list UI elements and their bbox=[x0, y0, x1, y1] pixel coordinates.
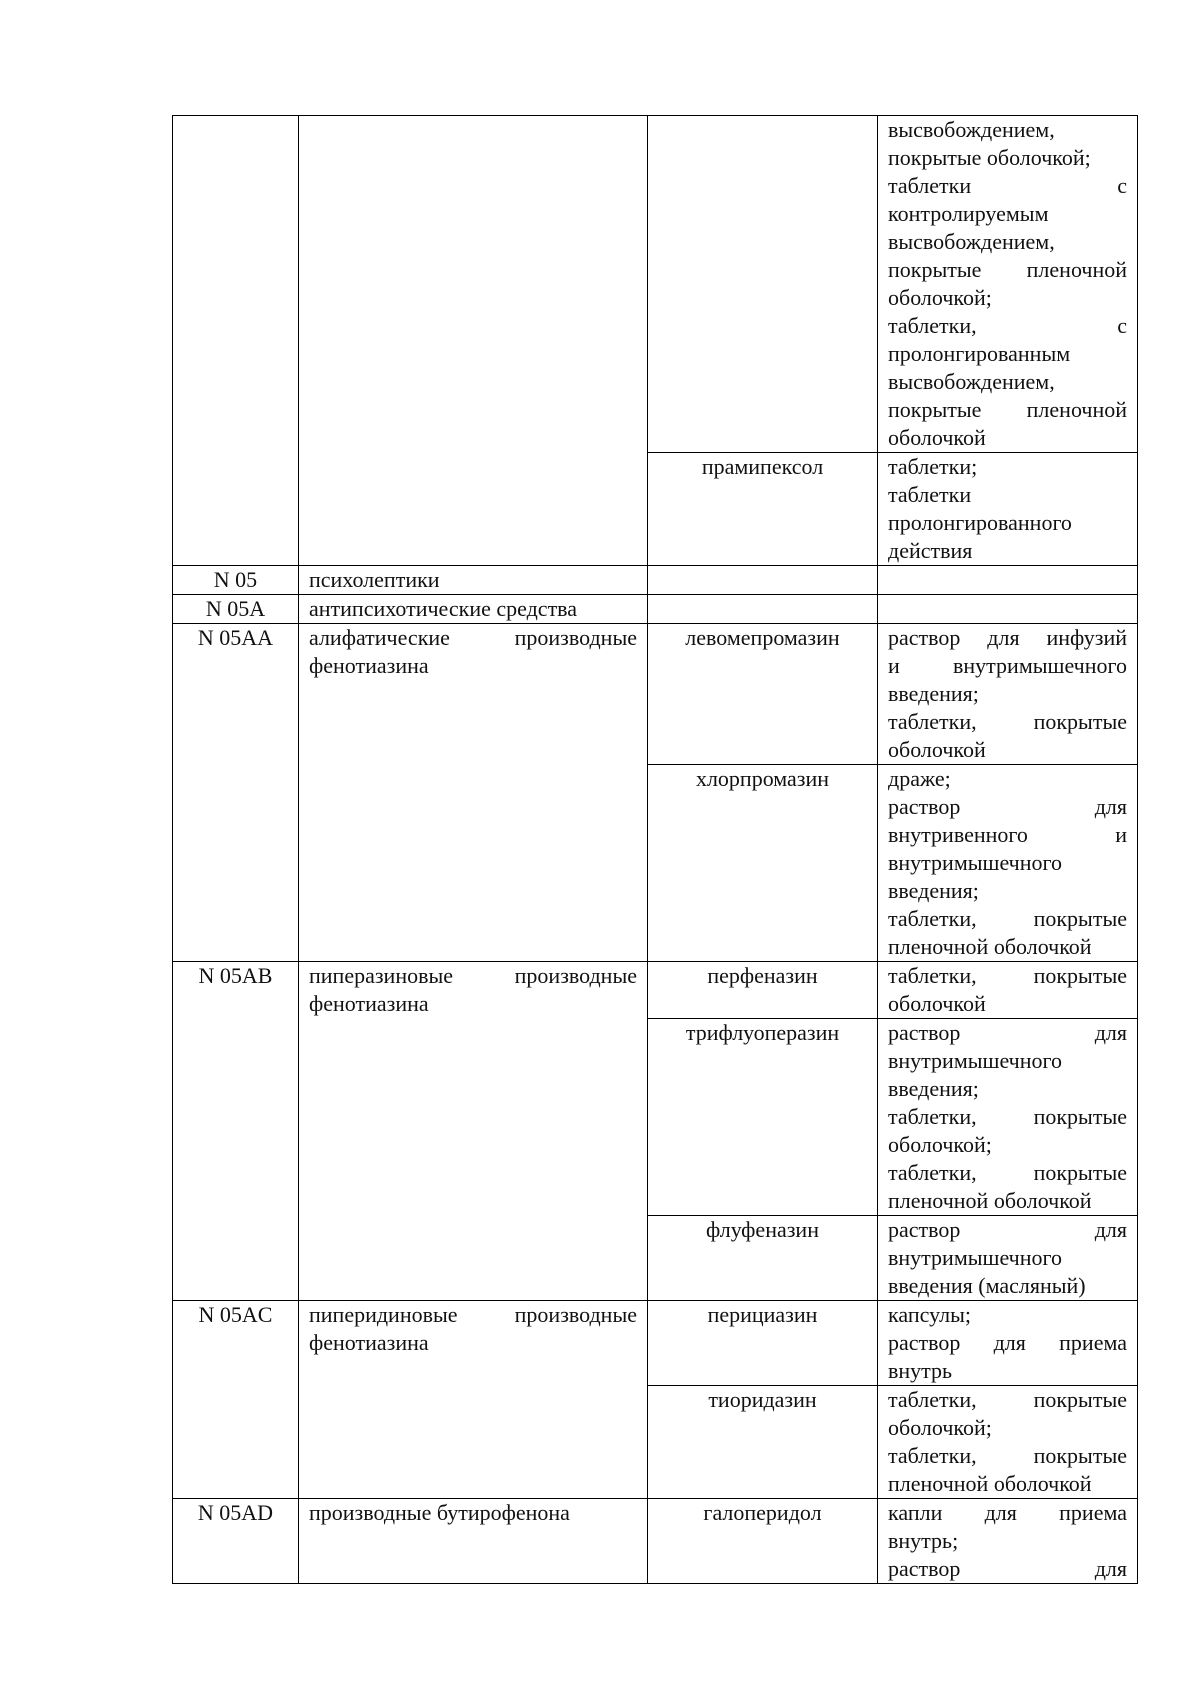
drug-name-cell: перициазин bbox=[648, 1301, 878, 1386]
dosage-form-line: внутрь; bbox=[888, 1528, 959, 1553]
dosage-form-line: пролонгированного bbox=[888, 510, 1072, 535]
dosage-form-cell bbox=[878, 1301, 1138, 1386]
dosage-form-line: таблетки, покрытые bbox=[888, 963, 1127, 988]
dosage-form-line: внутрь bbox=[888, 1358, 953, 1383]
dosage-form-line: таблетки, с bbox=[888, 313, 1127, 338]
dosage-form-line: покрытые оболочкой; bbox=[888, 145, 1091, 170]
dosage-form-line: раствор для bbox=[888, 1020, 1127, 1045]
atc-code-cell: N 05AB bbox=[173, 962, 299, 1301]
dosage-form-cell bbox=[878, 765, 1138, 962]
dosage-form-line: оболочкой bbox=[888, 425, 986, 450]
drug-name-cell bbox=[648, 566, 878, 595]
dosage-form-line: пленочной оболочкой bbox=[888, 1188, 1092, 1213]
dosage-form-line: контролируемым bbox=[888, 201, 1049, 226]
dosage-form-line: капли для приема bbox=[888, 1500, 1127, 1525]
dosage-form-line: оболочкой; bbox=[888, 285, 992, 310]
dosage-form-line: таблетки, покрытые bbox=[888, 1160, 1127, 1185]
dosage-form-line: введения; bbox=[888, 681, 979, 706]
dosage-form-cell bbox=[878, 116, 1138, 453]
dosage-form-line: внутримышечного bbox=[888, 1048, 1062, 1073]
dosage-form-line: внутримышечного bbox=[888, 850, 1062, 875]
dosage-form-cell bbox=[878, 1499, 1138, 1584]
dosage-form-cell bbox=[878, 1019, 1138, 1216]
dosage-form-line: введения (масляный) bbox=[888, 1273, 1086, 1298]
table-row bbox=[173, 1499, 1138, 1584]
table-row bbox=[173, 1301, 1138, 1386]
dosage-form-line: введения; bbox=[888, 1076, 979, 1101]
table-row bbox=[173, 116, 1138, 453]
dosage-form-line: внутривенного и bbox=[888, 822, 1127, 847]
table-body bbox=[173, 116, 1138, 1584]
table-row bbox=[173, 566, 1138, 595]
drug-name-cell: флуфеназин bbox=[648, 1216, 878, 1301]
dosage-form-line: и внутримышечного bbox=[888, 653, 1127, 678]
dosage-form-line: покрытые пленочной bbox=[888, 397, 1127, 422]
drug-name-cell: перфеназин bbox=[648, 962, 878, 1019]
dosage-form-line: капсулы; bbox=[888, 1302, 971, 1327]
dosage-form-line: оболочкой; bbox=[888, 1415, 992, 1440]
anatomical-therapeutic-group-cell: пиперидиновые производные фенотиазина bbox=[299, 1301, 648, 1499]
atc-code-cell: N 05AC bbox=[173, 1301, 299, 1499]
dosage-form-line: таблетки; bbox=[888, 454, 978, 479]
atc-code-cell: N 05 bbox=[173, 566, 299, 595]
anatomical-therapeutic-group-cell: производные бутирофенона bbox=[299, 1499, 648, 1584]
drug-name-cell: трифлуоперазин bbox=[648, 1019, 878, 1216]
dosage-form-line: раствор для bbox=[888, 1217, 1127, 1242]
dosage-form-line: таблетки с bbox=[888, 173, 1127, 198]
dosage-form-cell bbox=[878, 1386, 1138, 1499]
dosage-form-line: таблетки, покрытые bbox=[888, 1104, 1127, 1129]
dosage-form-cell bbox=[878, 962, 1138, 1019]
drug-name-cell: хлорпромазин bbox=[648, 765, 878, 962]
atc-code-cell: N 05AA bbox=[173, 624, 299, 962]
anatomical-therapeutic-group-cell bbox=[299, 116, 648, 566]
anatomical-therapeutic-group-cell: алифатические производные фенотиазина bbox=[299, 624, 648, 962]
dosage-form-line: оболочкой bbox=[888, 737, 986, 762]
atc-code-cell bbox=[173, 116, 299, 566]
dosage-form-line: внутримышечного bbox=[888, 1245, 1062, 1270]
dosage-form-line: раствор для bbox=[888, 1556, 1127, 1581]
dosage-form-cell bbox=[878, 566, 1138, 595]
drug-name-cell bbox=[648, 116, 878, 453]
dosage-form-line: пленочной оболочкой bbox=[888, 1471, 1092, 1496]
dosage-form-cell bbox=[878, 1216, 1138, 1301]
dosage-form-line: таблетки, покрытые bbox=[888, 906, 1127, 931]
dosage-form-line: таблетки bbox=[888, 482, 972, 507]
dosage-form-cell bbox=[878, 453, 1138, 566]
dosage-form-line: таблетки, покрытые bbox=[888, 1443, 1127, 1468]
anatomical-therapeutic-group-cell: психолептики bbox=[299, 566, 648, 595]
dosage-form-cell bbox=[878, 624, 1138, 765]
dosage-form-line: раствор для приема bbox=[888, 1330, 1127, 1355]
dosage-form-line: раствор для bbox=[888, 794, 1127, 819]
drug-name-cell: левомепромазин bbox=[648, 624, 878, 765]
dosage-form-line: введения; bbox=[888, 878, 979, 903]
table-row bbox=[173, 595, 1138, 624]
dosage-form-line: таблетки, покрытые bbox=[888, 709, 1127, 734]
dosage-form-line: высвобождением, bbox=[888, 369, 1055, 394]
dosage-form-line: раствор для инфузий bbox=[888, 625, 1127, 650]
drug-list-table bbox=[172, 115, 1138, 1584]
anatomical-therapeutic-group-cell: пиперазиновые производные фенотиазина bbox=[299, 962, 648, 1301]
dosage-form-line: оболочкой bbox=[888, 991, 986, 1016]
dosage-form-cell bbox=[878, 595, 1138, 624]
dosage-form-line: покрытые пленочной bbox=[888, 257, 1127, 282]
atc-code-cell: N 05A bbox=[173, 595, 299, 624]
dosage-form-line: таблетки, покрытые bbox=[888, 1387, 1127, 1412]
dosage-form-line: оболочкой; bbox=[888, 1132, 992, 1157]
table-row bbox=[173, 962, 1138, 1019]
drug-name-cell bbox=[648, 595, 878, 624]
dosage-form-line: высвобождением, bbox=[888, 117, 1055, 142]
dosage-form-line: высвобождением, bbox=[888, 229, 1055, 254]
table-row bbox=[173, 624, 1138, 765]
dosage-form-line: действия bbox=[888, 538, 973, 563]
drug-name-cell: тиоридазин bbox=[648, 1386, 878, 1499]
anatomical-therapeutic-group-cell: антипсихотические средства bbox=[299, 595, 648, 624]
dosage-form-line: пленочной оболочкой bbox=[888, 934, 1092, 959]
drug-name-cell: прамипексол bbox=[648, 453, 878, 566]
dosage-form-line: драже; bbox=[888, 766, 951, 791]
atc-code-cell: N 05AD bbox=[173, 1499, 299, 1584]
drug-name-cell: галоперидол bbox=[648, 1499, 878, 1584]
dosage-form-line: пролонгированным bbox=[888, 341, 1071, 366]
